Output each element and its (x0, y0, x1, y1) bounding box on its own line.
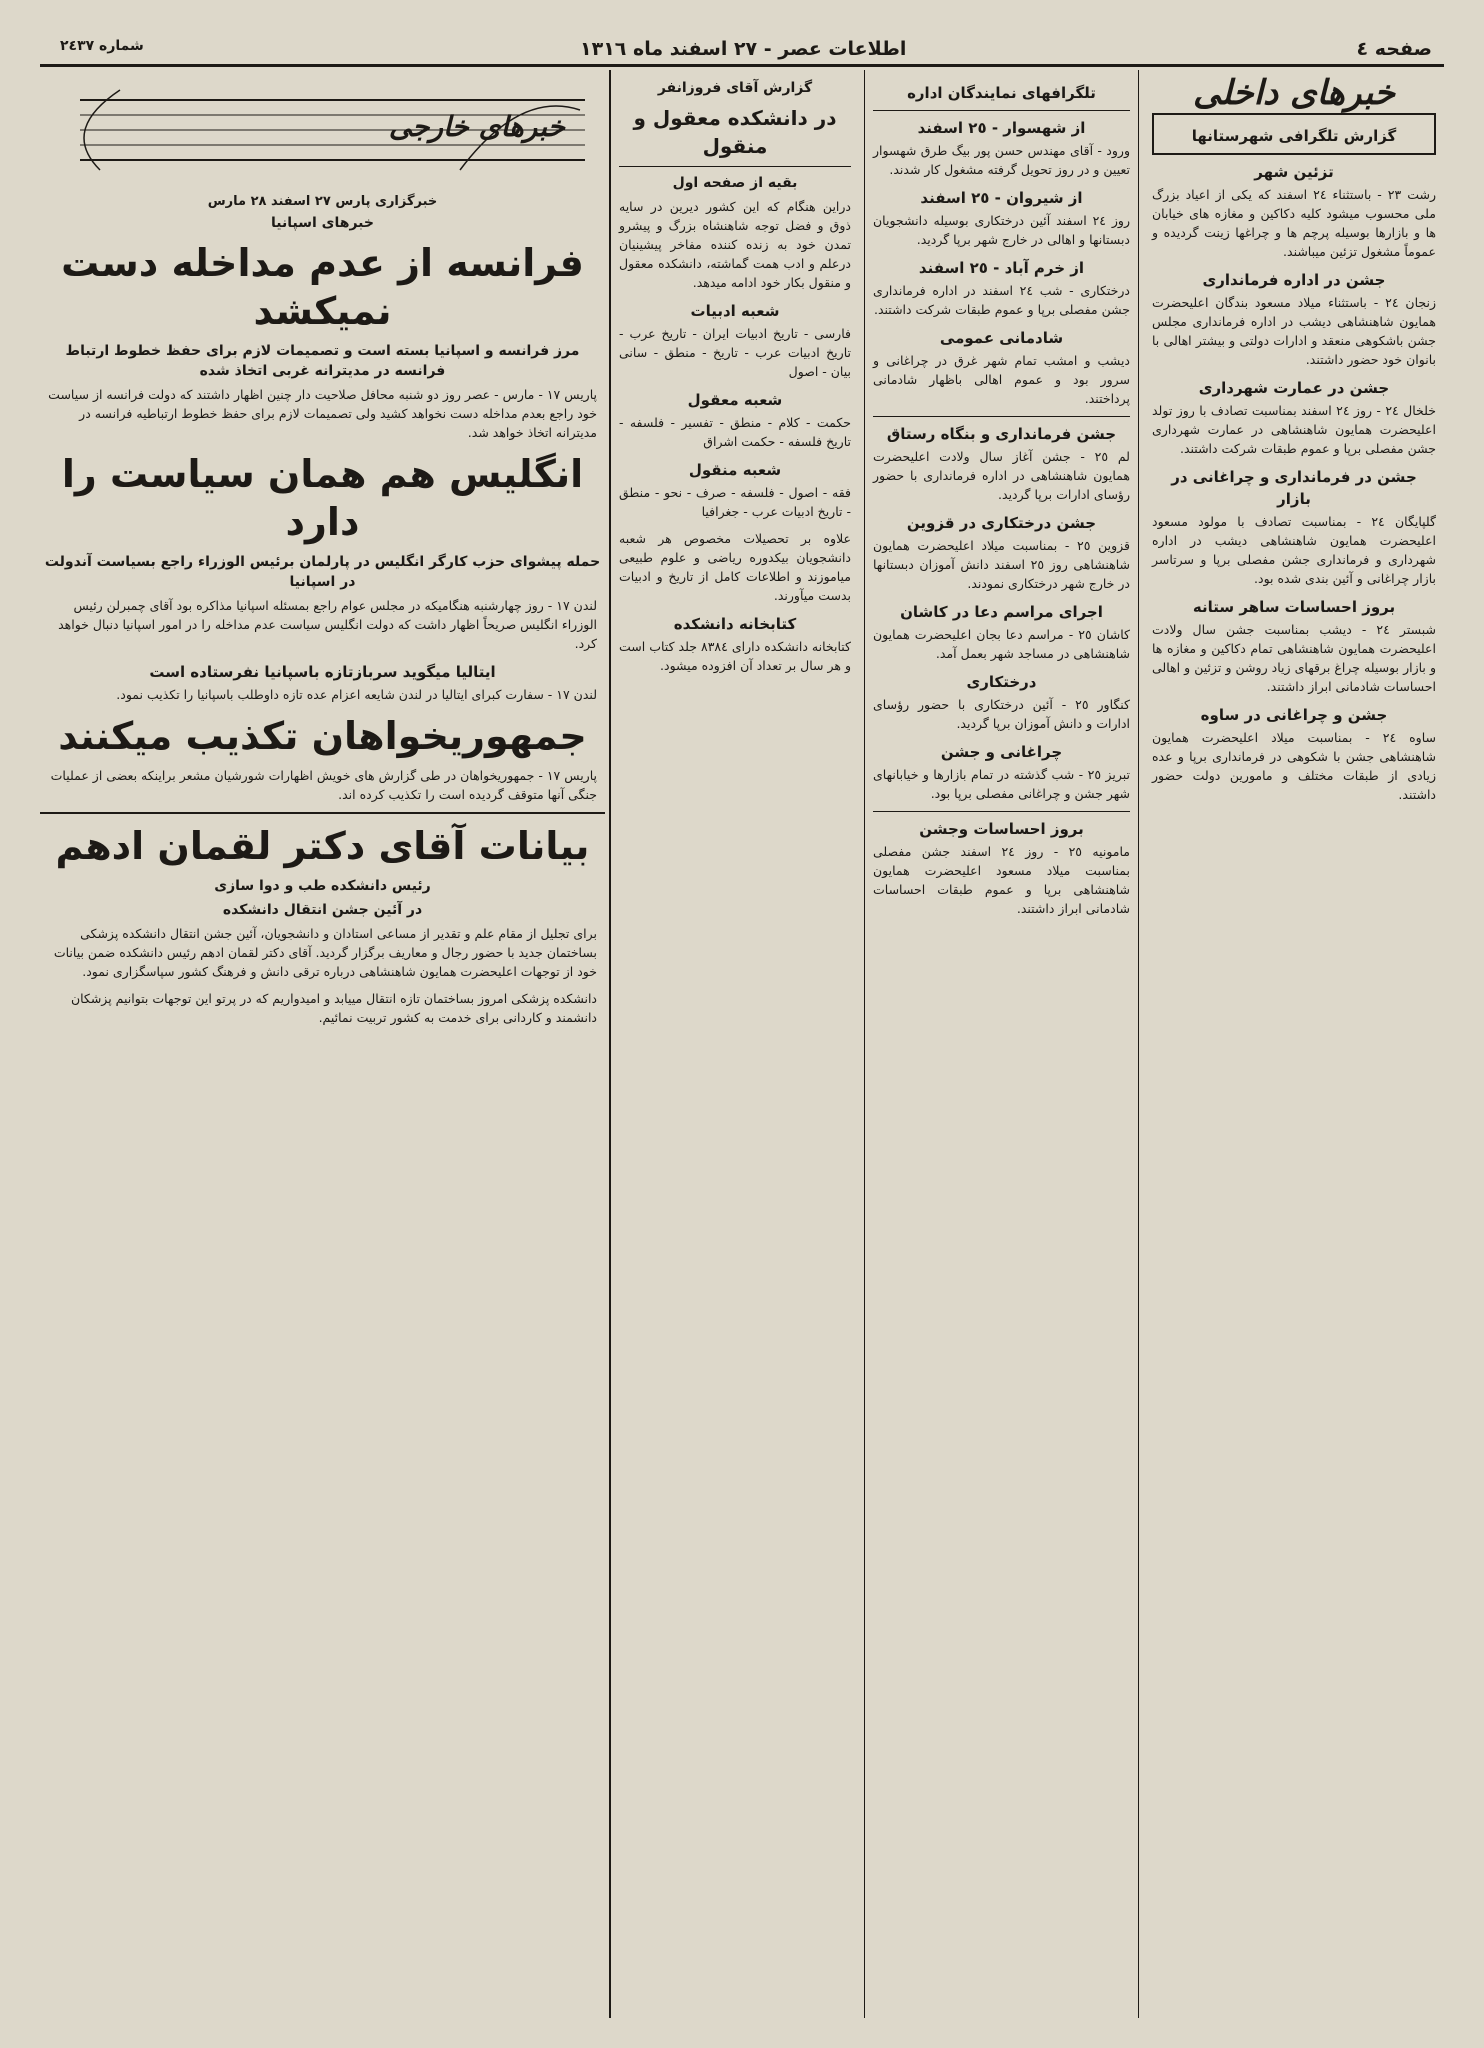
italy-headline: ایتالیا میگوید سربازتازه باسپانیا نفرستاده است (149, 663, 496, 681)
telegram-item (873, 187, 1130, 249)
republicans-article: پاریس ١٧ - جمهوریخواهان در طی گزارش های خویش اظهارات شورشیان مشعر براینکه بعضی از عملیات جنگی آنها متوقف گردیده است را تکذیب کرده اند. (50, 768, 597, 802)
divider (619, 166, 851, 167)
telegram-item (873, 741, 1130, 803)
divider (873, 110, 1130, 111)
speech-subtitle: رئیس دانشکده طب و دوا سازی (214, 878, 431, 894)
foreign-news-banner (40, 70, 605, 190)
telegram-title: جشن درختکاری در قزوین (906, 514, 1097, 532)
domestic-news-title: خبرهای داخلی (1193, 73, 1395, 113)
library-title: کتابخانه دانشکده (673, 615, 797, 633)
headline-england: انگلیس هم همان سیاست را دارد (61, 452, 584, 544)
news-item (1152, 377, 1436, 458)
section-title: شعبه منقول (688, 461, 782, 479)
news-item-title: جشن در اداره فرمانداری (1202, 271, 1386, 289)
library-body: کتابخانه دانشکده دارای ٨٣٨٤ جلد کتاب است و هر سال بر تعداد آن افزوده میشود. (619, 639, 851, 673)
france-article: پاریس ١٧ - مارس - عصر روز دو شنبه محافل صلاحیت دار چنین اظهار داشتند که دولت فرانسه از سیاست خود راجع بعدم مداخله دست نخواهد کشید ولی تصمیمات لازم برای حفظ خطوط ارتباطیه فرانسه در مدیترانه اتخاذ خواهد شد. (48, 387, 597, 440)
telegram-title: بروز احساسات وجشن (919, 820, 1084, 838)
telegram-title: درختکاری (966, 673, 1037, 691)
report-body: علاوه بر تحصیلات مخصوص هر شعبه دانشجویان بیکدوره ریاضی و علوم طبیعی میاموزند و اطلاعات کامل از تاریخ و ادبیات بدست میآورند. (619, 531, 851, 603)
news-item-body: زنجان ٢٤ - باستثناء میلاد مسعود بندگان اعلیحضرت همایون شاهنشاهی دیشب در اداره فرمانداری مجلس جشن باشکوهی منعقد و ادارات دولتی و بیشتر اهالی با بانوان خود حضور داشتند. (1152, 295, 1436, 367)
curriculum-section (619, 459, 851, 521)
telegram-body: لم ٢٥ - جشن آغاز سال ولادت اعلیحضرت همایون شاهنشاهی در اداره فرمانداری با حضور رؤسای ادارات برپا گردید. (873, 449, 1130, 502)
news-item-title: بروز احساسات ساهر ستانه (1192, 598, 1396, 616)
news-item-body: شبستر ٢٤ - دیشب بمناسبت جشن سال ولادت اعلیحضرت همایون شاهنشاهی تمام دکاکین و مغازه ها و بازار بوسیله چراغ برقهای زیاد روشن و تزئین و اهالی احساسات شادمانی ابراز داشتند. (1152, 622, 1436, 694)
telegram-body: کنگاور ٢٥ - آئین درختکاری با حضور رؤسای ادارات و دانش آموزان برپا گردید. (873, 697, 1130, 731)
telegram-item (873, 601, 1130, 663)
news-item (1152, 466, 1436, 588)
telegram-item (873, 818, 1130, 918)
report-kicker: گزارش آقای فروزانفر (657, 80, 813, 96)
telegram-item (873, 512, 1130, 593)
news-item (1152, 161, 1436, 261)
telegram-item (873, 327, 1130, 408)
england-article: لندن ١٧ - روز چهارشنبه هنگامیکه در مجلس عوام راجع بمسئله اسپانیا مذاکره بود آقای چمبرلن رئیس الوزراء انگلیس صریحاً اظهار داشت که دولت انگلیس سیاست عدم مداخله را در امور اسپانیا دنبال خواهد کرد. (58, 598, 597, 651)
telegram-body: درختکاری - شب ٢٤ اسفند در اداره فرمانداری جشن مفصلی برپا و عموم طبقات شرکت داشتند. (873, 283, 1130, 317)
telegram-title: شادمانی عمومی (939, 329, 1064, 347)
faculty-report-column (609, 70, 859, 2018)
telegram-title: اجرای مراسم دعا در کاشان (900, 603, 1103, 621)
section-title: شعبه ادبیات (690, 302, 780, 320)
curriculum-section (619, 389, 851, 451)
telegram-body: مامونیه ٢٥ - روز ٢٤ اسفند جشن مفصلی بمناسبت میلاد مسعود اعلیحضرت همایون شاهنشاهی برپا و عموم طبقات احساسات شادمانی ابراز داشتند. (873, 844, 1130, 916)
foreign-news-area (40, 70, 605, 2018)
news-item-body: ساوه ٢٤ - بمناسبت میلاد اعلیحضرت همایون شاهنشاهی جشن با شکوهی در فرمانداری برپا و عده زیادی از طبقات مختلف و مامورین دولت حضور داشتند. (1152, 730, 1436, 802)
telegram-title: از شیروان - ٢٥ اسفند (920, 189, 1083, 207)
agency-telegrams-column (864, 70, 1139, 2018)
telegram-item (873, 423, 1130, 504)
news-item-body: رشت ٢٣ - باستثناء ٢٤ اسفند که یکی از اعیاد بزرگ ملی محسوب میشود کلیه دکاکین و مغازه های خیابان ها و بازارها بوسیله پرچم ها و چراغها زینت گردیده و عموماً مشغول تزئین میباشند. (1152, 187, 1436, 259)
issue-number: شماره ٢٤٣٧ (60, 38, 144, 54)
divider (40, 812, 605, 814)
telegram-title: از شهسوار - ٢٥ اسفند (917, 119, 1086, 137)
spain-label: خبرهای اسپانیا (271, 215, 374, 231)
section-body: حکمت - کلام - منطق - تفسیر - فلسفه - تاریخ فلسفه - حکمت اشراق (619, 415, 851, 449)
news-item (1152, 704, 1436, 804)
telegram-title: از خرم آباد - ٢٥ اسفند (918, 259, 1085, 277)
domestic-news-column (1144, 70, 1444, 2018)
report-headline: در دانشکده معقول و منقول (633, 106, 837, 158)
news-item-title: تزئین شهر (1254, 163, 1334, 181)
speech-article: برای تجلیل از مقام علم و تقدیر از مساعی استادان و دانشجویان، آئین جشن انتقال دانشکده پزشکی بساختمان جدید با حضور رجال و معاریف برگزار گردید. آقای دکتر لقمان ادهم رئیس دانشکده ضمن بیانات خود از توجهات اعلیحضرت همایون شاهنشاهی درباره ترقی دانش و فرهنگ کشور سپاسگزاری نمود. (53, 926, 597, 979)
report-intro: دراین هنگام که این کشور دیرین در سایه ذوق و فضل توجه شاهنشاه بزرگ و پیشرو تمدن خود به زنده کننده مفاخر پیشینیان درعلم و ادب همت گماشته، دانشکده معقول و منقول بکار خود ادامه میدهد. (619, 199, 851, 290)
telegram-body: ورود - آقای مهندس حسن پور بیگ طرق شهسوار تعیین و در روز تحویل گرفته مشغول کار شدند. (873, 143, 1130, 177)
news-item-body: خلخال ٢٤ - روز ٢٤ اسفند بمناسبت تصادف با روز تولد اعلیحضرت همایون شاهنشاهی در عمارت شهرداری جشن مفصلی برپا و عموم طبقات شرکت داشتند. (1152, 403, 1436, 456)
news-item (1152, 269, 1436, 369)
foreign-news-title: خبرهای خارجی (388, 110, 565, 143)
telegram-title: جشن فرمانداری و بنگاه رستاق (886, 425, 1117, 443)
divider (873, 416, 1130, 417)
telegram-body: روز ٢٤ اسفند آئین درختکاری بوسیله دانشجویان دبستانها و اهالی در خارج شهر برپا گردید. (873, 213, 1130, 247)
telegram-body: دیشب و امشب تمام شهر غرق در چراغانی و سرور بود و عموم اهالی باظهار شادمانی پرداختند. (873, 353, 1130, 406)
issue-date: اطلاعات عصر - ٢٧ اسفند ماه ١٣١٦ (580, 38, 907, 60)
telegram-item (873, 117, 1130, 179)
news-item (1152, 596, 1436, 696)
masthead (40, 30, 1444, 67)
telegram-body: کاشان ٢٥ - مراسم دعا بجان اعلیحضرت همایون شاهنشاهی در مساجد شهر بعمل آمد. (873, 627, 1130, 661)
news-item-title: جشن در عمارت شهرداری (1198, 379, 1390, 397)
report-title: گزارش تلگرافی شهرستانها (1191, 127, 1397, 145)
headline-england-sub: حمله پیشوای حزب کارگر انگلیس در پارلمان برئیس الوزراء راجع بسیاست آندولت در اسپانیا (44, 554, 601, 590)
continued-from: بقیه از صفحه اول (672, 175, 798, 191)
news-item-title: جشن و چراغانی در ساوه (1200, 706, 1388, 724)
page-number: صفحه ٤ (1356, 38, 1432, 60)
agency-dateline: خبرگزاری پارس ٢٧ اسفند ٢٨ مارس (207, 194, 438, 209)
curriculum-section (619, 300, 851, 381)
headline-france-sub: مرز فرانسه و اسپانیا بسته است و تصمیمات لازم برای حفظ خطوط ارتباط فرانسه در مدیترانه غربی اتخاذ شده (65, 343, 580, 379)
news-item-body: گلپایگان ٢٤ - بمناسبت تصادف با مولود مسعود اعلیحضرت همایون شاهنشاهی دیشب در اداره شهرداری و فرمانداری جشن مفصلی برپا و سرتاسر بازار چراغانی و آئین بندی شده بود. (1152, 514, 1437, 586)
telegram-title: چراغانی و جشن (940, 743, 1063, 761)
headline-republicans: جمهوریخواهان تکذیب میکنند (58, 714, 587, 758)
headline-speech: بیانات آقای دکتر لقمان ادهم (55, 824, 590, 868)
telegram-body: قزوین ٢٥ - بمناسبت میلاد اعلیحضرت همایون شاهنشاهی روز ٢٥ اسفند دانش آموزان دبستانها در خارج شهر درختکاری نمودند. (873, 538, 1130, 591)
telegrams-title: تلگرافهای نمایندگان اداره (907, 84, 1096, 102)
telegram-body: تبریز ٢٥ - شب گذشته در تمام بازارها و خیابانهای شهر جشن و چراغانی مفصلی برپا بود. (873, 767, 1131, 801)
section-body: فارسی - تاریخ ادبیات ایران - تاریخ عرب - تاریخ ادبیات عرب - تاریخ - منطق - سانی بیان - اصول (619, 326, 851, 379)
headline-france: فرانسه از عدم مداخله دست نمیکشد (61, 241, 584, 333)
speech-article-2: دانشکده پزشکی امروز بساختمان تازه انتقال مییابد و امیدواریم که در پرتو این توجهات بتوانیم پزشکان دانشمند و کاردانی برای خدمت به کشور تربیت نمائیم. (70, 991, 597, 1025)
telegram-item (873, 671, 1130, 733)
telegram-item (873, 257, 1130, 319)
news-item-title: جشن در فرمانداری و چراغانی در بازار (1171, 468, 1417, 508)
report-title-frame (1152, 113, 1436, 155)
section-title: شعبه معقول (687, 391, 783, 409)
divider (873, 811, 1130, 812)
speech-subtitle-2: در آئین جشن انتقال دانشکده (222, 902, 423, 918)
italy-article: لندن ١٧ - سفارت کبرای ایتالیا در لندن شایعه اعزام عده تازه داوطلب باسپانیا را تکذیب نمود. (116, 687, 597, 702)
section-body: فقه - اصول - فلسفه - صرف - نحو - منطق - تاریخ ادبیات عرب - جغرافیا (619, 485, 851, 519)
